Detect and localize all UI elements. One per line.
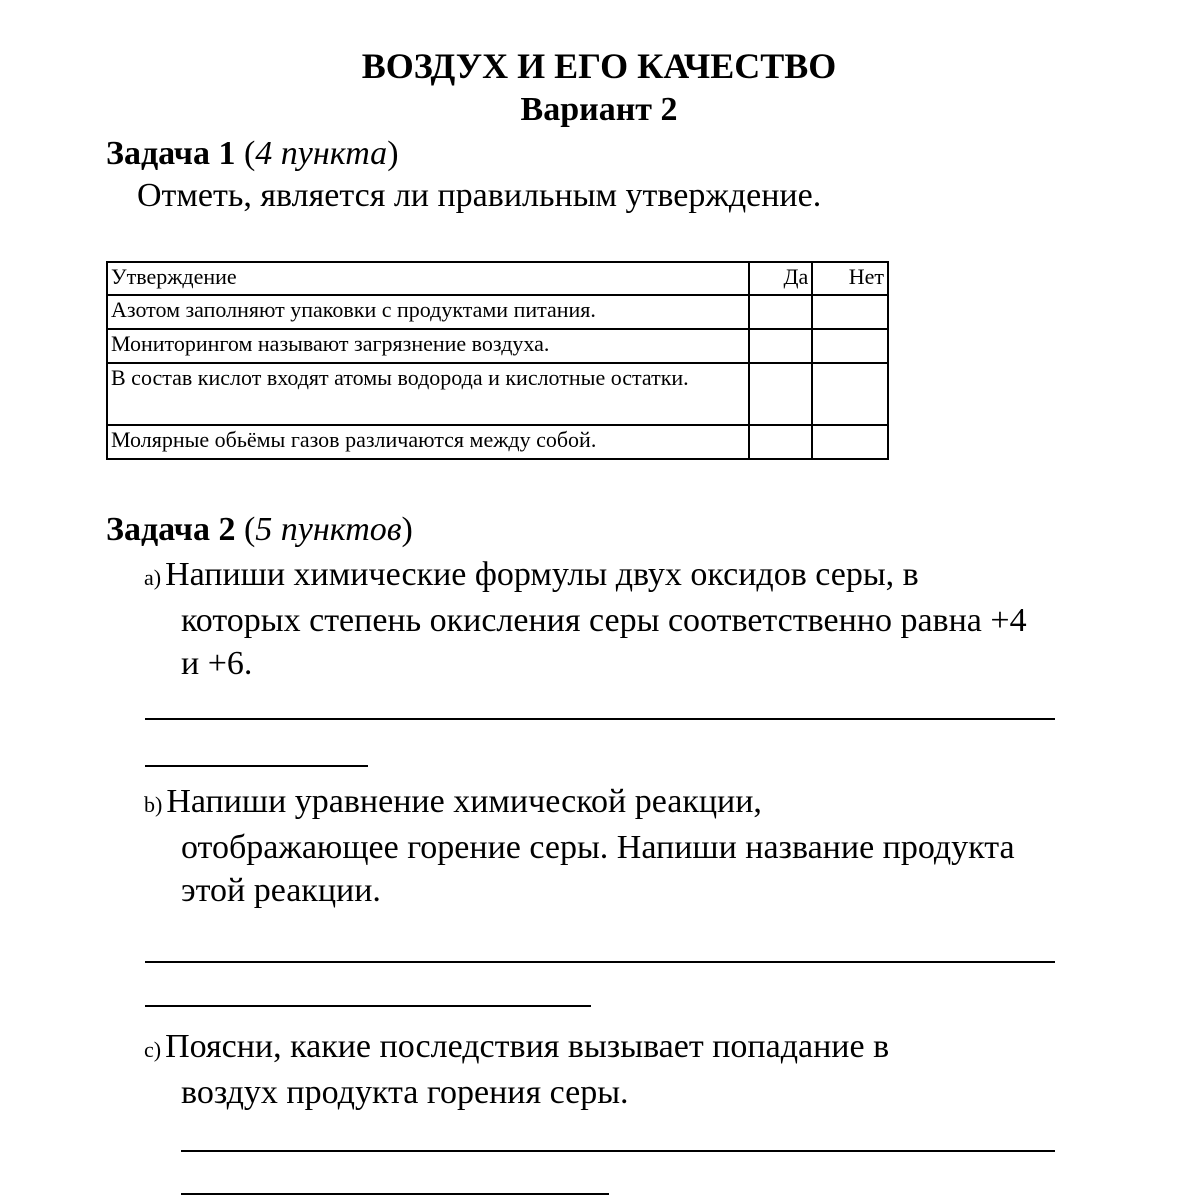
statement-cell: Молярные обьёмы газов различаются между собой.: [107, 425, 749, 459]
table-row: [107, 295, 888, 329]
task1-instruction: Отметь, является ли правильным утверждение.: [137, 177, 822, 214]
no-answer-cell[interactable]: [812, 329, 888, 363]
answer-line-b-2[interactable]: [145, 1005, 591, 1007]
item-a-continuation: которых степень окисления серы соответственно равна +4 и +6.: [181, 602, 1027, 682]
task1-label: Задача 1: [106, 135, 236, 172]
answer-line-c-1[interactable]: [181, 1150, 1055, 1152]
item-b-first-line: [144, 780, 1044, 826]
header-yes: Да: [749, 262, 813, 295]
no-answer-cell[interactable]: [812, 295, 888, 329]
yes-answer-cell[interactable]: [749, 295, 813, 329]
task2-label: Задача 2: [106, 511, 236, 548]
task2-item-c: [144, 1025, 1044, 1114]
statement-cell: В состав кислот входят атомы водорода и кислотные остатки.: [107, 363, 749, 425]
answer-line-a-2[interactable]: [145, 765, 368, 767]
statements-table: [106, 261, 889, 460]
answer-line-c-2[interactable]: [181, 1193, 609, 1195]
answer-line-a-1[interactable]: [145, 718, 1055, 720]
task2-points: 5 пунктов: [255, 511, 402, 548]
task2-heading: [106, 508, 413, 552]
item-c-text: Поясни, какие последствия вызывает попадание в: [165, 1028, 890, 1065]
statement-cell: Азотом заполняют упаковки с продуктами питания.: [107, 295, 749, 329]
yes-answer-cell[interactable]: [749, 329, 813, 363]
task2-item-a: [144, 553, 1044, 685]
table-row: [107, 329, 888, 363]
task1-points-close: ): [387, 135, 399, 172]
header-statement: Утверждение: [107, 262, 749, 295]
task1-heading: [106, 132, 399, 176]
worksheet-title: ВОЗДУХ И ЕГО КАЧЕСТВО: [361, 46, 837, 86]
table-row: [107, 425, 888, 459]
answer-line-b-1[interactable]: [145, 961, 1055, 963]
table-header-row: [107, 262, 888, 295]
item-c-first-line: [144, 1025, 1044, 1071]
item-b-marker: b): [144, 792, 163, 817]
task2-points-open: (: [243, 511, 256, 548]
item-a-text: Напиши химические формулы двух оксидов серы, в: [165, 556, 919, 593]
header-no: Нет: [812, 262, 888, 295]
variant-label: Вариант 2: [520, 91, 678, 128]
task2-item-b: [144, 780, 1044, 912]
no-answer-cell[interactable]: [812, 363, 888, 425]
task2-points-close: ): [401, 511, 413, 548]
item-b-continuation: отображающее горение серы. Напиши название продукта этой реакции.: [181, 829, 1015, 909]
statement-cell: Мониторингом называют загрязнение воздуха.: [107, 329, 749, 363]
item-a-marker: a): [144, 565, 162, 590]
item-b-text: Напиши уравнение химической реакции,: [166, 783, 762, 820]
table-row: [107, 363, 888, 425]
task1-points: 4 пункта: [255, 135, 388, 172]
item-c-marker: c): [144, 1037, 162, 1062]
no-answer-cell[interactable]: [812, 425, 888, 459]
yes-answer-cell[interactable]: [749, 363, 813, 425]
item-a-first-line: [144, 553, 1044, 599]
item-c-continuation: воздух продукта горения серы.: [181, 1074, 629, 1111]
task1-points-open: (: [243, 135, 256, 172]
yes-answer-cell[interactable]: [749, 425, 813, 459]
